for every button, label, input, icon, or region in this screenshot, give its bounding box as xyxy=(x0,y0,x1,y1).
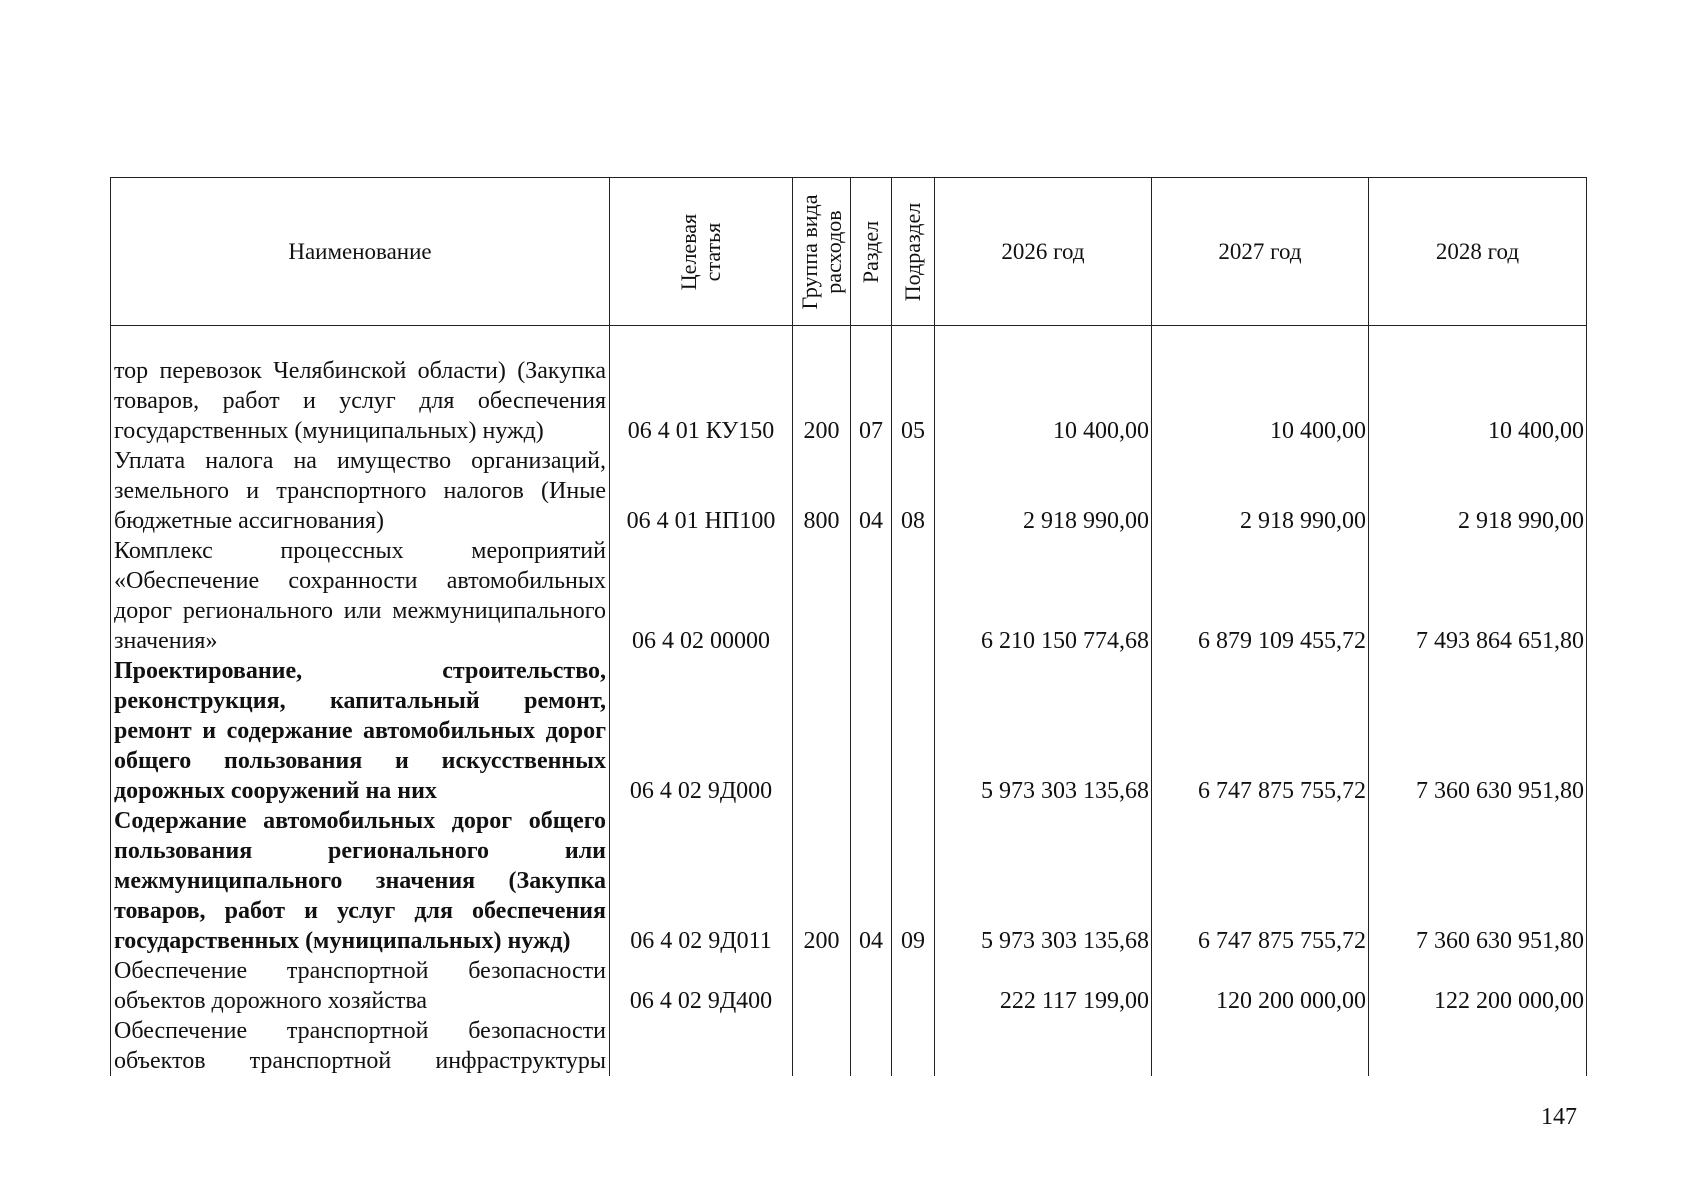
row-subsection xyxy=(892,536,935,656)
row-target-article: 06 4 02 9Д011 xyxy=(610,806,793,956)
row-target-article: 06 4 01 КУ150 xyxy=(610,326,793,447)
table-row xyxy=(111,956,1587,1016)
row-expense-group xyxy=(793,536,851,656)
table-row xyxy=(111,656,1587,806)
page-number: 147 xyxy=(1541,1104,1577,1130)
row-subsection xyxy=(892,656,935,806)
row-2028: 7 360 630 951,80 xyxy=(1369,806,1587,956)
row-2028: 7 360 630 951,80 xyxy=(1369,656,1587,806)
row-2027: 2 918 990,00 xyxy=(1152,446,1369,536)
row-target-article xyxy=(610,1016,793,1076)
row-section: 04 xyxy=(851,446,892,536)
row-name: Уплата налога на имущество организаций, земельного и транспортного налогов (Иные бюджетные ассигнования) xyxy=(111,446,610,536)
row-expense-group xyxy=(793,1016,851,1076)
row-name: Комплекс процессных мероприятий «Обеспечение сохранности автомобильных дорог регионального или межмуниципального значения» xyxy=(111,536,610,656)
header-target-article xyxy=(610,178,793,326)
row-target-article: 06 4 02 9Д400 xyxy=(610,956,793,1016)
table-row xyxy=(111,806,1587,956)
row-expense-group: 800 xyxy=(793,446,851,536)
row-2026: 10 400,00 xyxy=(935,326,1152,447)
row-subsection: 05 xyxy=(892,326,935,447)
header-subsection xyxy=(892,178,935,326)
table-header-row xyxy=(111,178,1587,326)
header-2027: 2027 год xyxy=(1152,178,1369,326)
row-subsection xyxy=(892,956,935,1016)
row-expense-group xyxy=(793,656,851,806)
row-2026: 5 973 303 135,68 xyxy=(935,806,1152,956)
header-expense-group-label: Группа вида расходов xyxy=(796,194,846,309)
row-section xyxy=(851,536,892,656)
row-subsection: 09 xyxy=(892,806,935,956)
row-expense-group: 200 xyxy=(793,806,851,956)
row-subsection: 08 xyxy=(892,446,935,536)
header-section-label: Раздел xyxy=(858,220,883,283)
row-2027: 6 747 875 755,72 xyxy=(1152,806,1369,956)
row-2028: 7 493 864 651,80 xyxy=(1369,536,1587,656)
row-2027: 6 879 109 455,72 xyxy=(1152,536,1369,656)
table-row xyxy=(111,326,1587,447)
row-section xyxy=(851,656,892,806)
row-name: Обеспечение транспортной безопасности объектов транспортной инфраструктуры xyxy=(111,1016,610,1076)
table-row xyxy=(111,1016,1587,1076)
row-expense-group: 200 xyxy=(793,326,851,447)
row-target-article: 06 4 02 00000 xyxy=(610,536,793,656)
header-subsection-label: Подраздел xyxy=(900,202,925,301)
row-2027: 10 400,00 xyxy=(1152,326,1369,447)
row-subsection xyxy=(892,1016,935,1076)
row-target-article: 06 4 01 НП100 xyxy=(610,446,793,536)
row-2026: 6 210 150 774,68 xyxy=(935,536,1152,656)
row-section xyxy=(851,956,892,1016)
header-2026: 2026 год xyxy=(935,178,1152,326)
header-expense-group xyxy=(793,178,851,326)
row-name: Проектирование, строительство, реконструкция, капитальный ремонт, ремонт и содержание автомобильных дорог общего пользования и искусственных дорожных сооружений на них xyxy=(111,656,610,806)
row-name: Содержание автомобильных дорог общего пользования регионального или межмуниципального значения (Закупка товаров, работ и услуг для обеспечения государственных (муниципальных) нужд) xyxy=(111,806,610,956)
header-name: Наименование xyxy=(111,178,610,326)
header-2028: 2028 год xyxy=(1369,178,1587,326)
budget-table xyxy=(110,177,1587,1076)
row-name: тор перевозок Челябинской области) (Закупка товаров, работ и услуг для обеспечения государственных (муниципальных) нужд) xyxy=(111,326,610,447)
row-2026: 2 918 990,00 xyxy=(935,446,1152,536)
row-2028: 2 918 990,00 xyxy=(1369,446,1587,536)
row-2026: 222 117 199,00 xyxy=(935,956,1152,1016)
header-target-article-label: Целевая статья xyxy=(676,213,725,290)
table-row xyxy=(111,536,1587,656)
row-expense-group xyxy=(793,956,851,1016)
row-2028: 10 400,00 xyxy=(1369,326,1587,447)
row-2028: 122 200 000,00 xyxy=(1369,956,1587,1016)
row-section xyxy=(851,1016,892,1076)
row-2027: 120 200 000,00 xyxy=(1152,956,1369,1016)
row-section: 04 xyxy=(851,806,892,956)
row-section: 07 xyxy=(851,326,892,447)
row-target-article: 06 4 02 9Д000 xyxy=(610,656,793,806)
row-2026: 5 973 303 135,68 xyxy=(935,656,1152,806)
header-section xyxy=(851,178,892,326)
row-2027: 6 747 875 755,72 xyxy=(1152,656,1369,806)
row-2026 xyxy=(935,1016,1152,1076)
row-2027 xyxy=(1152,1016,1369,1076)
row-name: Обеспечение транспортной безопасности объектов дорожного хозяйства xyxy=(111,956,610,1016)
row-2028 xyxy=(1369,1016,1587,1076)
table-row xyxy=(111,446,1587,536)
